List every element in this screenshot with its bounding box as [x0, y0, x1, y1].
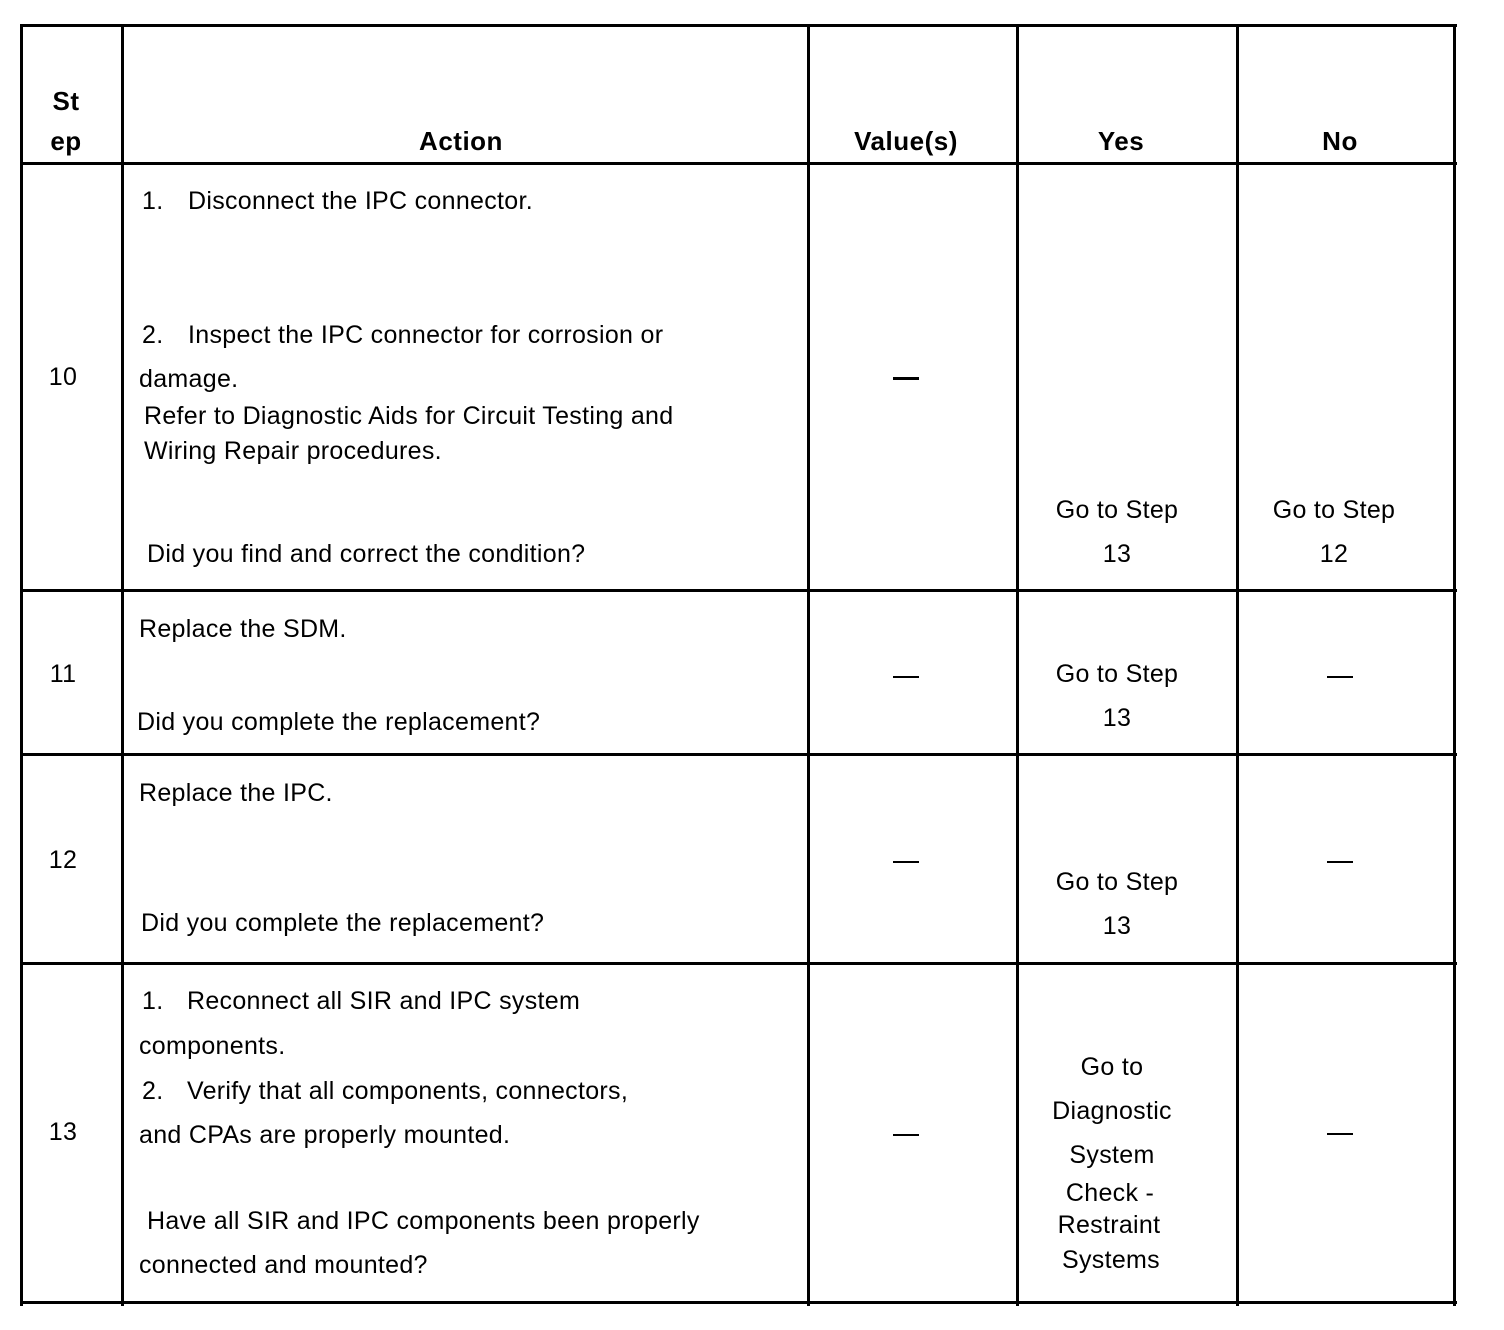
no-outcome: Go to Step	[1272, 496, 1396, 524]
header-values: Value(s)	[854, 126, 958, 156]
yes-outcome: Go to Step	[1055, 868, 1179, 896]
column-divider	[1236, 24, 1239, 1306]
step-number: 12	[48, 846, 78, 874]
yes-outcome: Go to Step	[1055, 660, 1179, 688]
value-empty-dash	[893, 1134, 919, 1136]
value-empty-dash	[893, 676, 919, 678]
row-divider	[20, 589, 1457, 592]
action-instruction: Replace the IPC.	[139, 779, 333, 807]
action-item-text: damage.	[139, 365, 239, 393]
header-action: Action	[419, 126, 503, 156]
action-instruction: Replace the SDM.	[139, 615, 347, 643]
yes-outcome: 13	[1102, 704, 1132, 732]
header-divider	[20, 162, 1457, 165]
table-border-left	[20, 24, 23, 1306]
yes-outcome: Diagnostic	[1052, 1097, 1172, 1125]
action-item-text: components.	[139, 1032, 286, 1060]
yes-outcome: Go to	[1080, 1053, 1144, 1081]
no-outcome: 12	[1319, 540, 1349, 568]
yes-outcome: Restraint	[1057, 1211, 1161, 1239]
step-number: 10	[48, 363, 78, 391]
no-empty-dash	[1327, 676, 1353, 678]
action-item-text: Verify that all components, connectors,	[187, 1077, 629, 1105]
action-question: Did you complete the replacement?	[141, 909, 545, 937]
no-empty-dash	[1327, 861, 1353, 863]
header-step-line1: St	[52, 86, 80, 116]
action-note: Wiring Repair procedures.	[144, 437, 442, 465]
row-divider	[20, 962, 1457, 965]
step-number: 11	[49, 660, 77, 688]
action-question: Have all SIR and IPC components been properly	[147, 1207, 700, 1235]
step-number: 13	[48, 1118, 78, 1146]
header-yes: Yes	[1097, 126, 1145, 156]
yes-outcome: Check -	[1065, 1179, 1155, 1207]
header-no: No	[1322, 126, 1358, 156]
action-question: Did you complete the replacement?	[137, 708, 541, 736]
action-item-number: 2.	[142, 1077, 164, 1105]
column-divider	[807, 24, 810, 1306]
value-empty-dash	[893, 861, 919, 863]
action-item-number: 1.	[142, 187, 164, 215]
table-border-top	[20, 24, 1457, 27]
column-divider	[121, 24, 124, 1306]
action-note: Refer to Diagnostic Aids for Circuit Testing and	[144, 402, 674, 430]
table-border-right	[1453, 24, 1456, 1306]
yes-outcome: 13	[1102, 912, 1132, 940]
action-item-number: 1.	[142, 987, 164, 1015]
yes-outcome: Go to Step	[1055, 496, 1179, 524]
action-item-text: Reconnect all SIR and IPC system	[187, 987, 581, 1015]
yes-outcome: System	[1069, 1141, 1155, 1169]
row-divider	[20, 753, 1457, 756]
no-empty-dash	[1327, 1133, 1353, 1135]
action-item-number: 2.	[142, 321, 164, 349]
yes-outcome: 13	[1102, 540, 1132, 568]
column-divider	[1016, 24, 1019, 1306]
action-question: connected and mounted?	[139, 1251, 428, 1279]
value-empty-dash	[893, 377, 919, 380]
yes-outcome: Systems	[1062, 1246, 1160, 1274]
action-item-text: and CPAs are properly mounted.	[139, 1121, 511, 1149]
header-step-line2: ep	[50, 126, 82, 156]
action-question: Did you find and correct the condition?	[147, 540, 586, 568]
action-item-text: Inspect the IPC connector for corrosion or	[188, 321, 664, 349]
table-border-bottom	[20, 1301, 1457, 1304]
action-item-text: Disconnect the IPC connector.	[188, 187, 533, 215]
